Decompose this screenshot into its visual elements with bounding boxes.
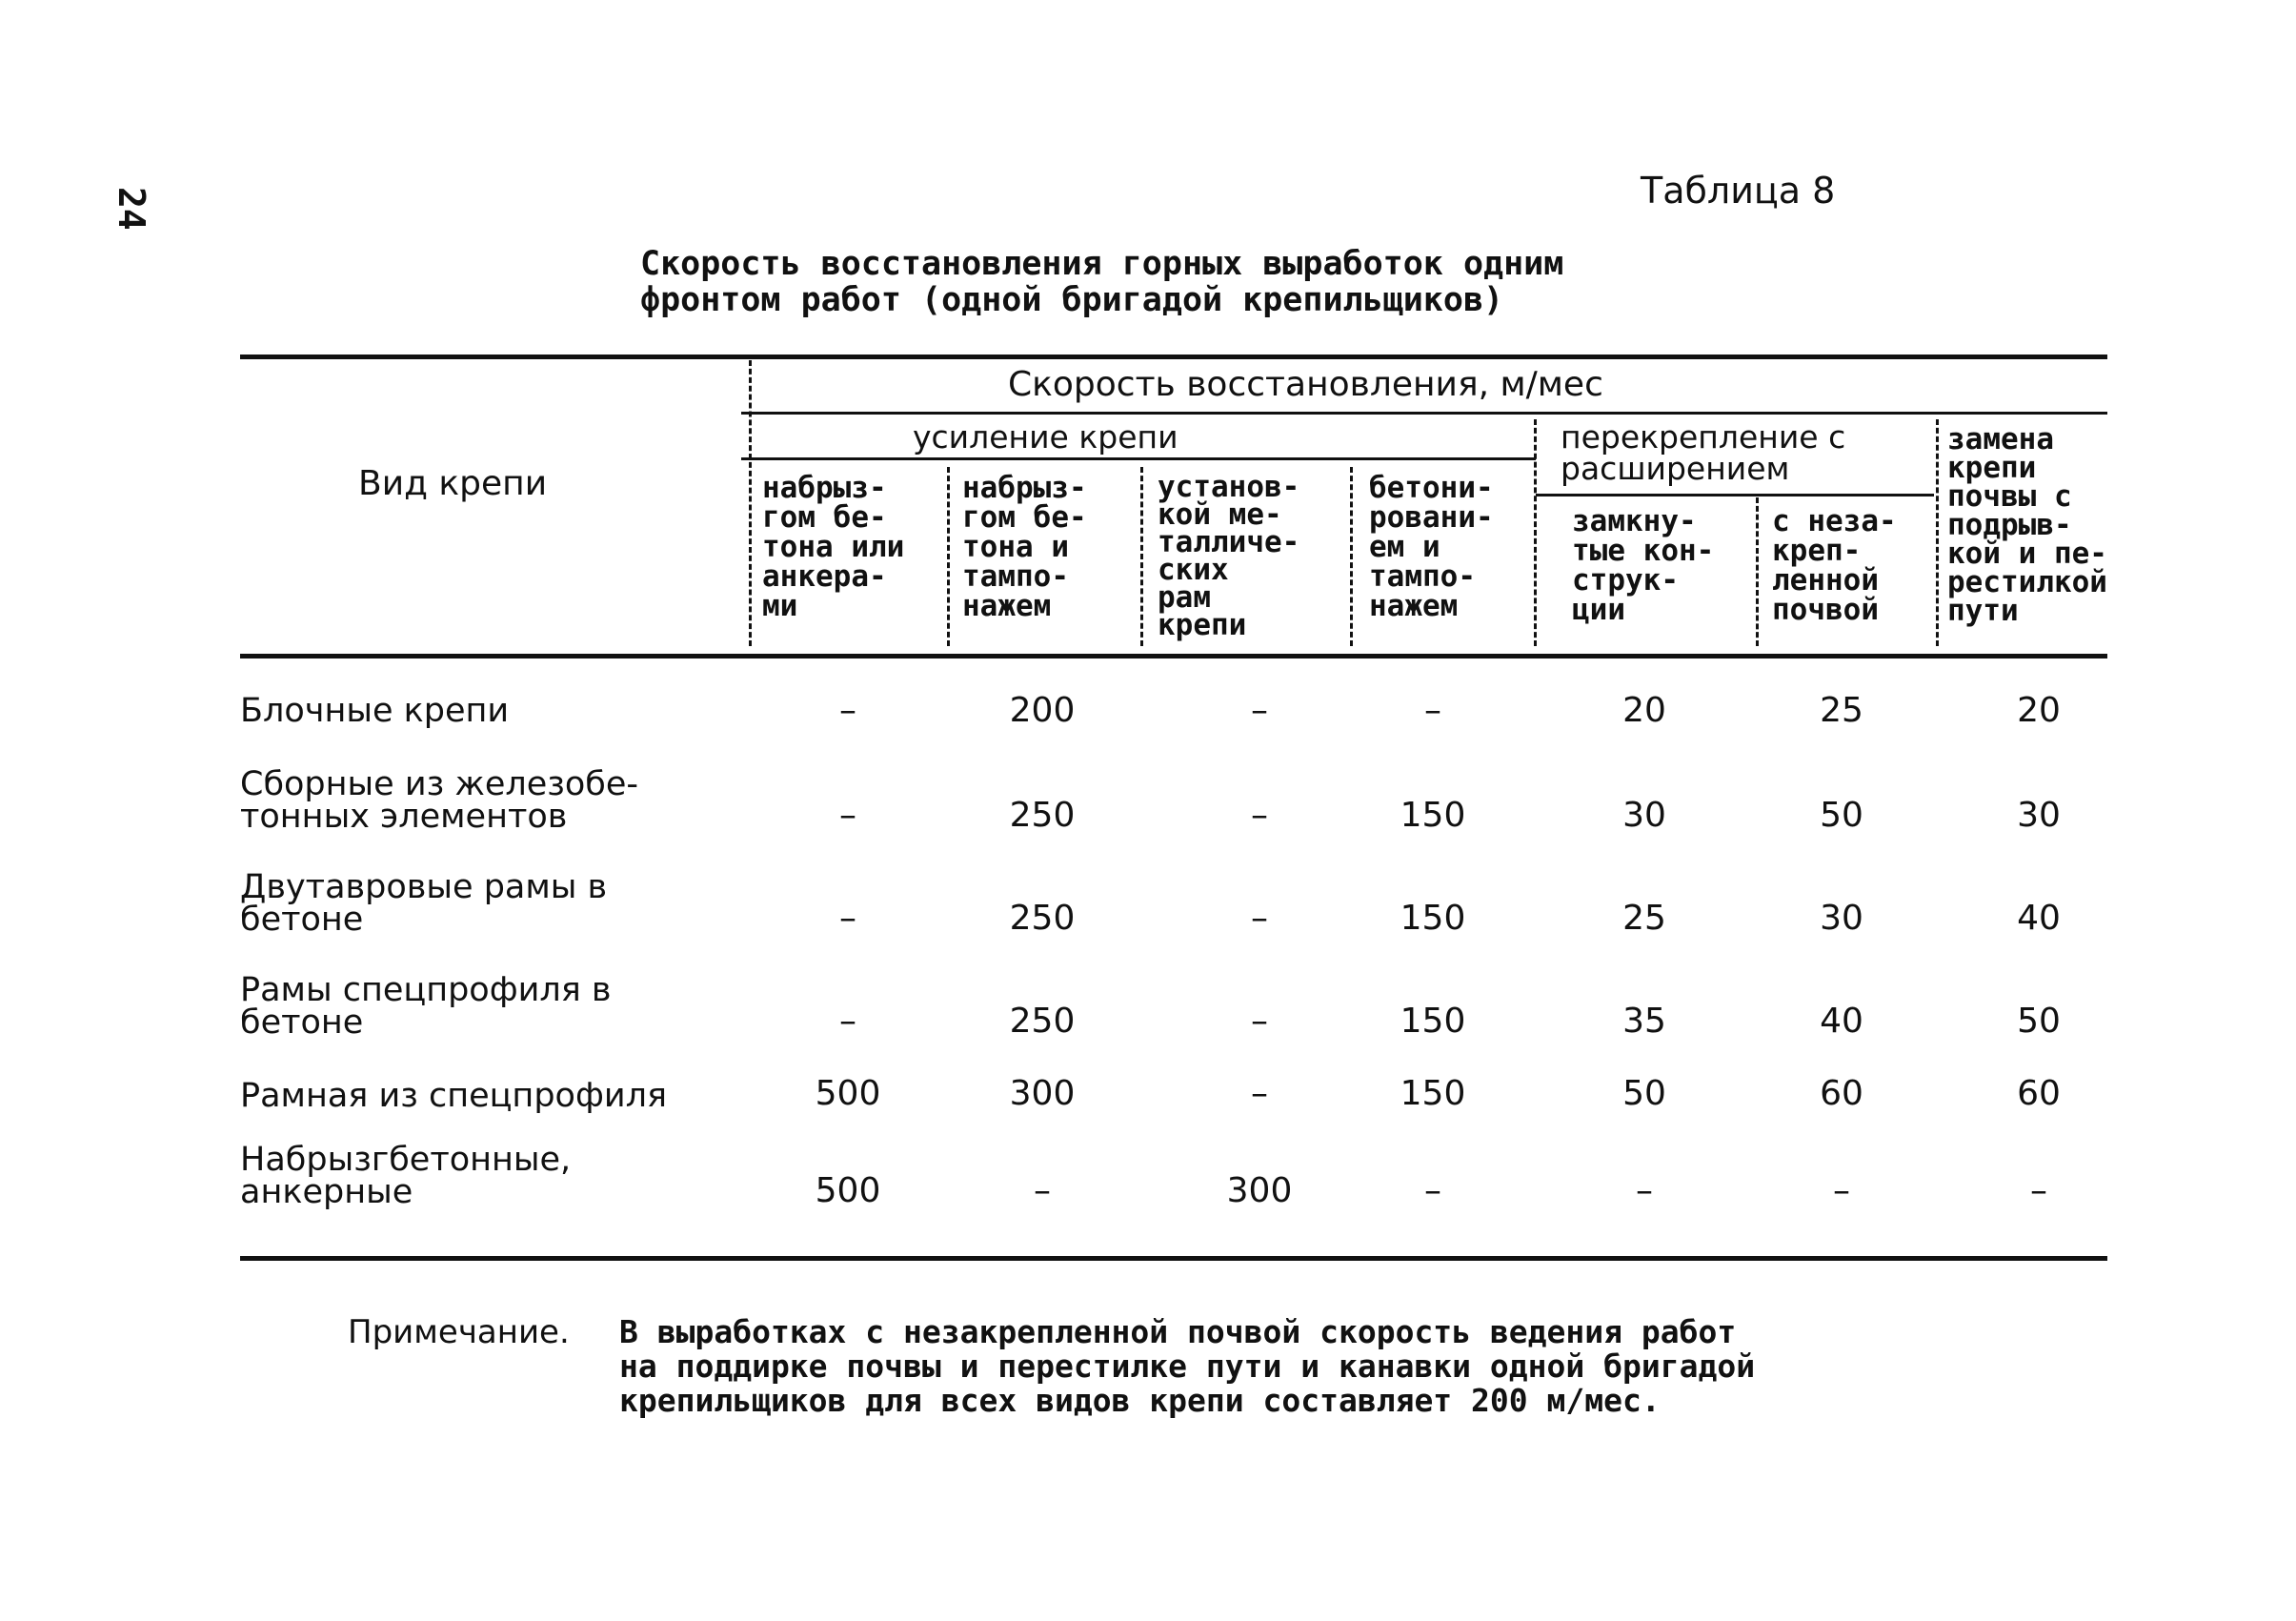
table-cell: 25 [1820,691,1863,730]
table-cell: 25 [1622,899,1666,938]
header-group-perekreplenie: перекрепление с расширением [1561,418,1846,487]
table-cell: 60 [1820,1074,1863,1113]
table-number-label: Таблица 8 [1641,170,1836,212]
column-separator [1756,497,1759,646]
table-cell: 30 [2017,796,2061,835]
row-label: Двутавровые рамы в бетоне [240,868,608,939]
table-cell: – [1034,1171,1051,1210]
table-cell: 20 [1622,691,1666,730]
table-cell: – [1251,796,1268,835]
table-cell: 250 [1009,1002,1076,1041]
header-vid-krepi: Вид крепи [358,464,548,503]
table-cell: – [839,899,856,938]
table-cell: 50 [2017,1002,2061,1041]
header-col-nabryzg-ankery: набрыз- гом бе- тона или анкера- ми [762,471,905,623]
table-cell: – [1424,1171,1441,1210]
speed-header-rule [741,412,2107,415]
table-cell: 500 [815,1074,881,1113]
header-col-ustanovka: установ- кой ме- талличе- ских рам крепи [1158,470,1300,642]
table-cell: 300 [1009,1074,1076,1113]
column-separator [1936,419,1939,646]
usilenie-group-rule [741,457,1536,460]
table-cell: – [839,691,856,730]
table-cell: 30 [1622,796,1666,835]
header-col-zamena: замена крепи почвы с подрыв- кой и пе- рестилкой пути [1947,422,2107,628]
note-text [619,1315,1972,1418]
header-col-zamknutye: замкну- тые кон- струк- ции [1572,504,1715,627]
column-separator [1140,467,1143,646]
table-title-line: фронтом работ (одной бригадой крепильщиков) [640,281,1504,319]
table-cell: 40 [2017,899,2061,938]
table-cell: – [1833,1171,1850,1210]
table-cell: 200 [1009,691,1076,730]
table-cell: – [1251,1074,1268,1113]
table-title [640,246,1736,318]
column-separator [1534,419,1537,646]
header-speed: Скорость восстановления, м/мес [1008,365,1603,404]
header-bottom-rule [240,654,2107,659]
row-label: Набрызгбетонные, анкерные [240,1141,572,1211]
header-col-betonirovanie: бетони- ровани- ем и тампо- нажем [1369,471,1494,623]
table-cell: – [839,1002,856,1041]
note-line: В выработках с незакрепленной почвой скорость ведения работ [619,1313,1737,1350]
table-top-rule [240,355,2107,359]
table-cell: 30 [1820,899,1863,938]
header-col-nezakreplennoy: с неза- креп- ленной почвой [1772,504,1897,627]
table-cell: 300 [1226,1171,1293,1210]
table-cell: 40 [1820,1002,1863,1041]
table-cell: 50 [1820,796,1863,835]
note-line: крепильщиков для всех видов крепи составляет 200 м/мес. [619,1382,1661,1419]
header-group-usilenie: усиление крепи [913,418,1178,456]
table-cell: 500 [815,1171,881,1210]
column-separator [749,360,752,646]
table-cell: – [839,796,856,835]
table-cell: 150 [1400,796,1466,835]
table-cell: 35 [1622,1002,1666,1041]
table-cell: – [1636,1171,1653,1210]
table-cell: – [1251,899,1268,938]
table-cell: 250 [1009,796,1076,835]
row-label: Блочные крепи [240,692,510,730]
note-label: Примечание. [348,1313,570,1351]
table-title-line: Скорость восстановления горных выработок одним [640,245,1564,283]
note-line: на поддирке почвы и перестилке пути и канавки одной бригадой [619,1347,1756,1385]
table-cell: 50 [1622,1074,1666,1113]
table-cell: – [1251,1002,1268,1041]
table-cell: 20 [2017,691,2061,730]
row-label: Сборные из железобе- тонных элементов [240,765,639,836]
table-cell: 250 [1009,899,1076,938]
table-cell: 60 [2017,1074,2061,1113]
table-cell: 150 [1400,899,1466,938]
column-separator [1350,467,1353,646]
perekreplenie-group-rule [1536,494,1934,496]
table-cell: – [1424,691,1441,730]
row-label: Рамная из спецпрофиля [240,1077,668,1115]
column-separator [947,467,950,646]
table-bottom-rule [240,1256,2107,1261]
table-cell: – [1251,691,1268,730]
row-label: Рамы спецпрофиля в бетоне [240,971,612,1042]
table-cell: 150 [1400,1002,1466,1041]
header-col-nabryzg-tampon: набрыз- гом бе- тона и тампо- нажем [962,471,1087,623]
table-cell: 150 [1400,1074,1466,1113]
page-number: 24 [111,187,152,231]
table-cell: – [2030,1171,2047,1210]
